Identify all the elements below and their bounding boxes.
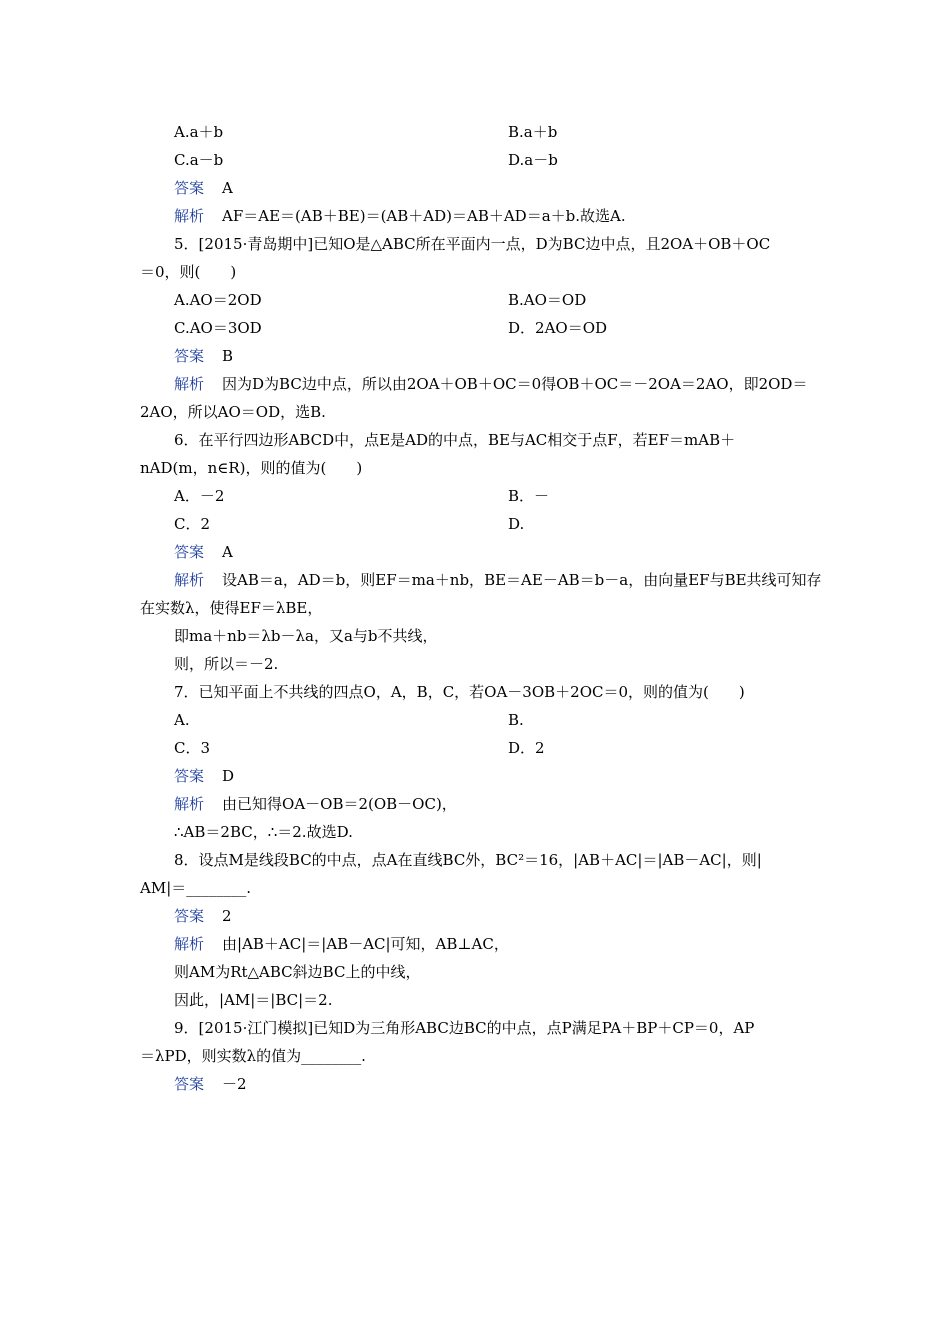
- text-line: [174, 202, 626, 230]
- line-text: 2: [222, 907, 232, 925]
- text-line: [174, 678, 745, 706]
- text-line: [140, 594, 322, 622]
- text-line: [174, 342, 233, 370]
- text-line: [174, 902, 232, 930]
- line-text: ∴AB＝2BC，∴＝2.故选D.: [174, 823, 353, 841]
- analysis-label: 解析: [174, 207, 205, 225]
- line-text: C.AO＝3OD: [174, 319, 262, 337]
- text-line: [174, 370, 807, 398]
- line-text: C．2: [174, 515, 211, 533]
- text-line: [508, 286, 586, 314]
- text-line: [508, 118, 557, 146]
- text-line: [174, 930, 509, 958]
- text-line: [140, 454, 362, 482]
- answer-label: 答案: [174, 1075, 205, 1093]
- text-line: [174, 650, 278, 678]
- text-line: [140, 1042, 366, 1070]
- text-line: [174, 790, 457, 818]
- text-line: [140, 258, 236, 286]
- text-line: [174, 622, 438, 650]
- analysis-label: 解析: [174, 375, 205, 393]
- text-line: [508, 706, 524, 734]
- line-text: AF＝AE＝(AB＋BE)＝(AB＋AD)＝AB＋AD＝a＋b.故选A.: [222, 207, 626, 225]
- text-line: [174, 230, 770, 258]
- text-line: [174, 482, 224, 510]
- text-line: [174, 762, 234, 790]
- line-text: B: [222, 347, 234, 365]
- text-line: [174, 1070, 247, 1098]
- text-line: [174, 846, 762, 874]
- line-text: A．－2: [174, 487, 225, 505]
- text-line: [508, 734, 545, 762]
- line-text: 在实数λ，使得EF＝λBE，: [140, 599, 323, 617]
- text-line: [508, 146, 558, 174]
- text-line: [174, 958, 420, 986]
- line-text: 由|AB＋AC|＝|AB－AC|可知，AB⊥AC，: [222, 935, 509, 953]
- text-line: [174, 174, 233, 202]
- text-line: [174, 426, 735, 454]
- text-line: [174, 538, 233, 566]
- line-text: 5．[2015·青岛期中]已知O是△ABC所在平面内一点，D为BC边中点，且2OA＋OB＋OC: [174, 235, 771, 253]
- line-text: 2AO，所以AO＝OD，选B.: [140, 403, 326, 421]
- line-text: A.: [174, 711, 190, 729]
- text-line: [174, 118, 223, 146]
- line-text: A.a＋b: [174, 123, 224, 141]
- analysis-label: 解析: [174, 795, 205, 813]
- line-text: ＝λPD，则实数λ的值为________.: [140, 1047, 366, 1065]
- answer-label: 答案: [174, 543, 205, 561]
- line-text: 6．在平行四边形ABCD中，点E是AD的中点，BE与AC相交于点F，若EF＝mAB＋: [174, 431, 736, 449]
- line-text: A: [222, 179, 233, 197]
- line-text: 设AB＝a，AD＝b，则EF＝ma＋nb，BE＝AE－AB＝b－a，由向量EF与BE共线可知存: [222, 571, 822, 589]
- line-text: 8．设点M是线段BC的中点，点A在直线BC外，BC²＝16，|AB＋AC|＝|AB－AC|，则|: [174, 851, 762, 869]
- answer-label: 答案: [174, 179, 205, 197]
- text-line: [174, 734, 210, 762]
- line-text: A.AO＝2OD: [174, 291, 262, 309]
- line-text: D.a－b: [508, 151, 558, 169]
- line-text: D.: [508, 515, 525, 533]
- line-text: B.a＋b: [508, 123, 558, 141]
- line-text: 因此，|AM|＝|BC|＝2.: [174, 991, 333, 1009]
- line-text: 9．[2015·江门模拟]已知D为三角形ABC边BC的中点，点P满足PA＋BP＋CP＝0，AP: [174, 1019, 755, 1037]
- text-line: [174, 1014, 754, 1042]
- text-line: [174, 146, 223, 174]
- line-text: 由已知得OA－OB＝2(OB－OC)，: [222, 795, 457, 813]
- line-text: B.: [508, 711, 524, 729]
- line-text: nAD(m，n∈R)，则的值为( ): [140, 459, 363, 477]
- line-text: C.a－b: [174, 151, 224, 169]
- text-line: [508, 314, 607, 342]
- answer-label: 答案: [174, 907, 205, 925]
- analysis-label: 解析: [174, 935, 205, 953]
- text-line: [174, 818, 353, 846]
- line-text: A: [222, 543, 233, 561]
- line-text: D: [222, 767, 235, 785]
- line-text: B．－: [508, 487, 550, 505]
- analysis-label: 解析: [174, 571, 205, 589]
- text-line: [140, 398, 326, 426]
- answer-label: 答案: [174, 767, 205, 785]
- text-line: [508, 510, 524, 538]
- text-line: [174, 706, 190, 734]
- line-text: ＝0，则( ): [140, 263, 237, 281]
- line-text: C．3: [174, 739, 211, 757]
- line-text: D．2: [508, 739, 545, 757]
- line-text: －2: [222, 1075, 247, 1093]
- line-text: 则，所以＝－2.: [174, 655, 279, 673]
- text-line: [174, 286, 262, 314]
- line-text: B.AO＝OD: [508, 291, 587, 309]
- line-text: 即ma＋nb＝λb－λa，又a与b不共线，: [174, 627, 438, 645]
- answer-label: 答案: [174, 347, 205, 365]
- text-line: [174, 314, 262, 342]
- text-line: [174, 986, 333, 1014]
- line-text: 因为D为BC边中点，所以由2OA＋OB＋OC＝0得OB＋OC＝－2OA＝2AO，即2OD＝: [222, 375, 808, 393]
- text-line: [174, 510, 210, 538]
- text-line: [174, 566, 822, 594]
- line-text: D．2AO＝OD: [508, 319, 608, 337]
- line-text: AM|＝________.: [140, 879, 252, 897]
- line-text: 7．已知平面上不共线的四点O，A，B，C，若OA－3OB＋2OC＝0，则的值为( ): [174, 683, 745, 701]
- line-text: 则AM为Rt△ABC斜边BC上的中线，: [174, 963, 421, 981]
- text-line: [140, 874, 251, 902]
- text-line: [508, 482, 549, 510]
